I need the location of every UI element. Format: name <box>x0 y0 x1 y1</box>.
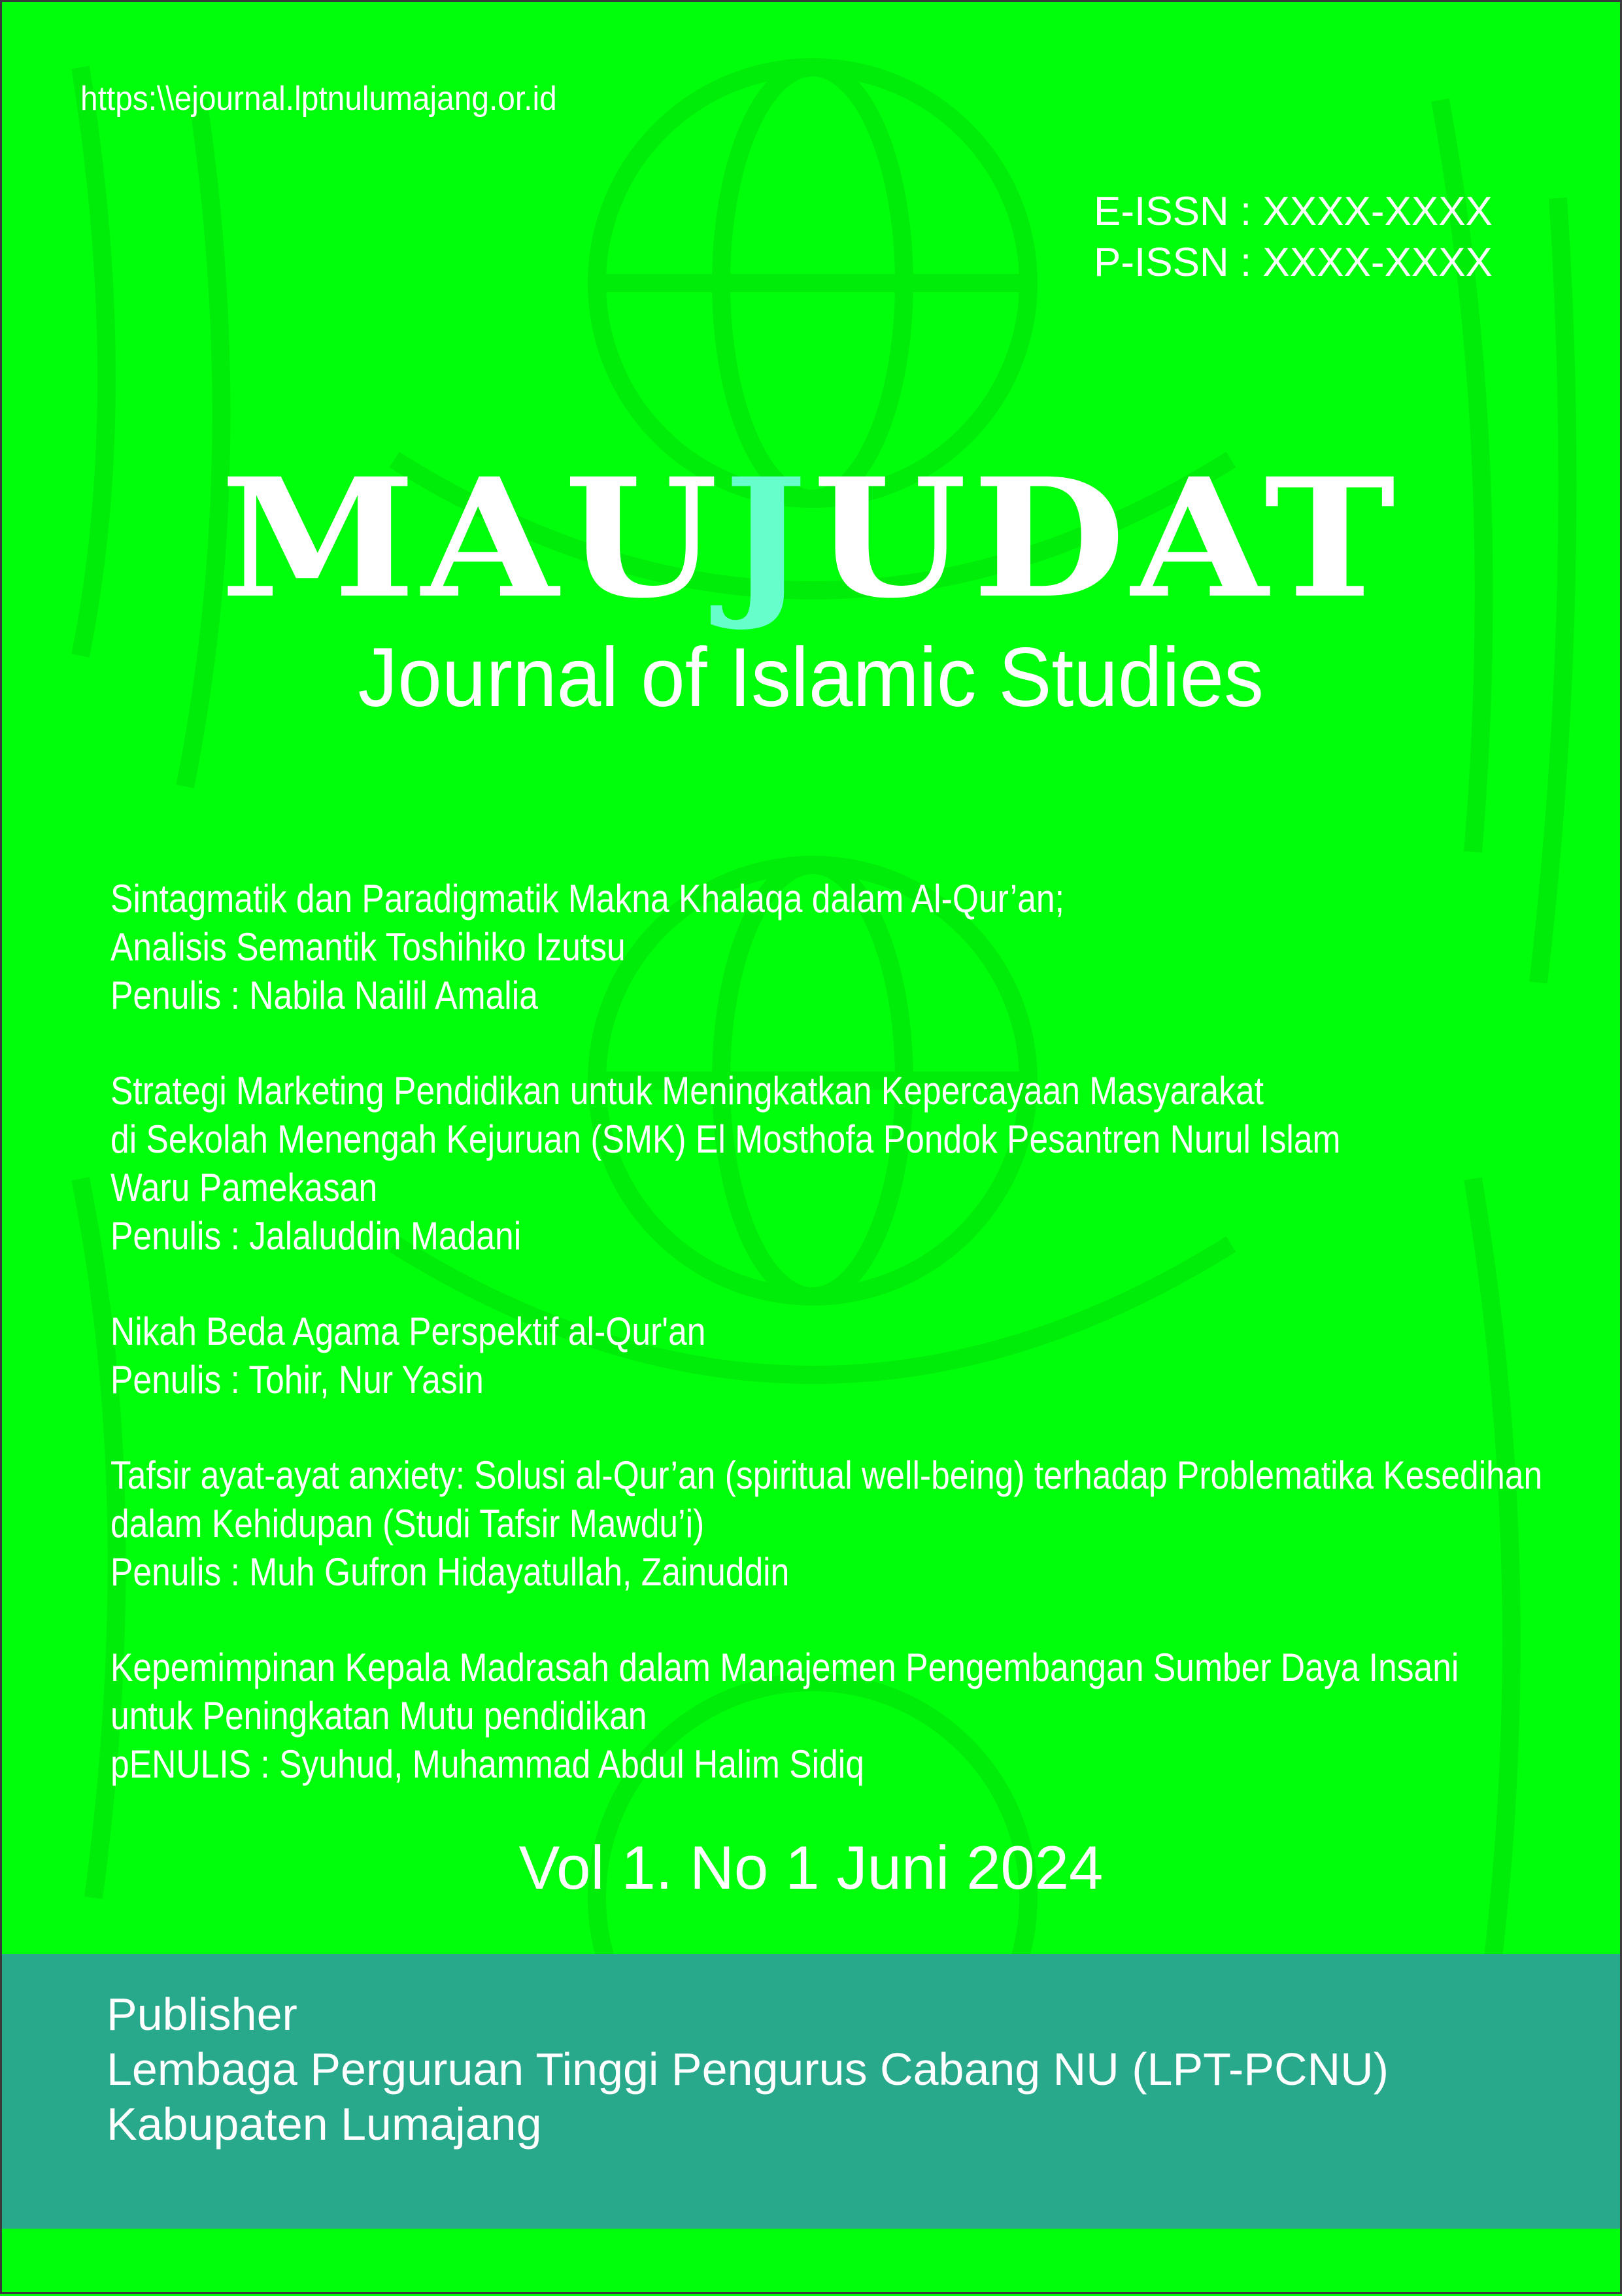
article-title-line: Tafsir ayat-ayat anxiety: Solusi al-Qur’an (spiritual well-being) terhadap Problematika Kesedihan <box>110 1453 1543 1497</box>
p-issn-value: XXXX-XXXX <box>1262 240 1493 285</box>
masthead-accent-letter: J <box>724 442 813 634</box>
p-issn-label: P-ISSN <box>1094 240 1229 285</box>
issn-block <box>1094 186 1493 288</box>
article-author: Penulis : Jalaluddin Madani <box>110 1214 522 1258</box>
journal-masthead <box>220 442 1402 634</box>
article-title-line: Sintagmatik dan Paradigmatik Makna Khalaqa dalam Al-Qur’an; <box>110 877 1064 920</box>
e-issn-separator: : <box>1240 189 1252 234</box>
p-issn <box>1094 237 1493 288</box>
article-author: pENULIS : Syuhud, Muhammad Abdul Halim Sidiq <box>110 1742 864 1786</box>
article-title-line: di Sekolah Menengah Kejuruan (SMK) El Mosthofa Pondok Pesantren Nurul Islam <box>110 1117 1341 1161</box>
masthead-part1: MAU <box>220 442 724 634</box>
article-title-line: Analisis Semantik Toshihiko Izutsu <box>110 925 626 969</box>
e-issn-label: E-ISSN <box>1094 189 1229 234</box>
article-item <box>110 1308 1581 1404</box>
publisher-heading: Publisher <box>107 1989 297 2040</box>
article-title-line: Waru Pamekasan <box>110 1166 378 1209</box>
masthead-part2: UDAT <box>813 442 1402 634</box>
e-issn-value: XXXX-XXXX <box>1262 189 1493 234</box>
issue-info: Vol 1. No 1 Juni 2024 <box>518 1833 1104 1902</box>
journal-subtitle: Journal of Islamic Studies <box>358 631 1264 724</box>
article-item <box>110 1067 1581 1260</box>
publisher-band <box>2 1954 1620 2229</box>
article-author: Penulis : Muh Gufron Hidayatullah, Zainuddin <box>110 1550 790 1594</box>
article-title-line: Nikah Beda Agama Perspektif al-Qur'an <box>110 1309 706 1353</box>
article-title-line: Strategi Marketing Pendidikan untuk Meningkatkan Kepercayaan Masyarakat <box>110 1069 1264 1113</box>
article-list <box>110 875 1581 1836</box>
article-title-line: dalam Kehidupan (Studi Tafsir Mawdu’i) <box>110 1502 705 1545</box>
article-item <box>110 875 1581 1020</box>
e-issn <box>1094 186 1493 237</box>
article-title-line: untuk Peningkatan Mutu pendidikan <box>110 1694 647 1738</box>
title-block <box>2 442 1620 726</box>
article-item <box>110 1451 1581 1596</box>
journal-url: https:\\ejournal.lptnulumajang.or.id <box>80 80 557 118</box>
publisher-name: Lembaga Perguruan Tinggi Pengurus Cabang NU (LPT-PCNU) <box>107 2044 1389 2095</box>
article-item <box>110 1644 1581 1789</box>
p-issn-separator: : <box>1240 240 1252 285</box>
article-title-line: Kepemimpinan Kepala Madrasah dalam Manajemen Pengembangan Sumber Daya Insani <box>110 1646 1459 1689</box>
article-author: Penulis : Nabila Nailil Amalia <box>110 973 538 1017</box>
article-author: Penulis : Tohir, Nur Yasin <box>110 1358 484 1402</box>
publisher-region: Kabupaten Lumajang <box>107 2099 542 2150</box>
